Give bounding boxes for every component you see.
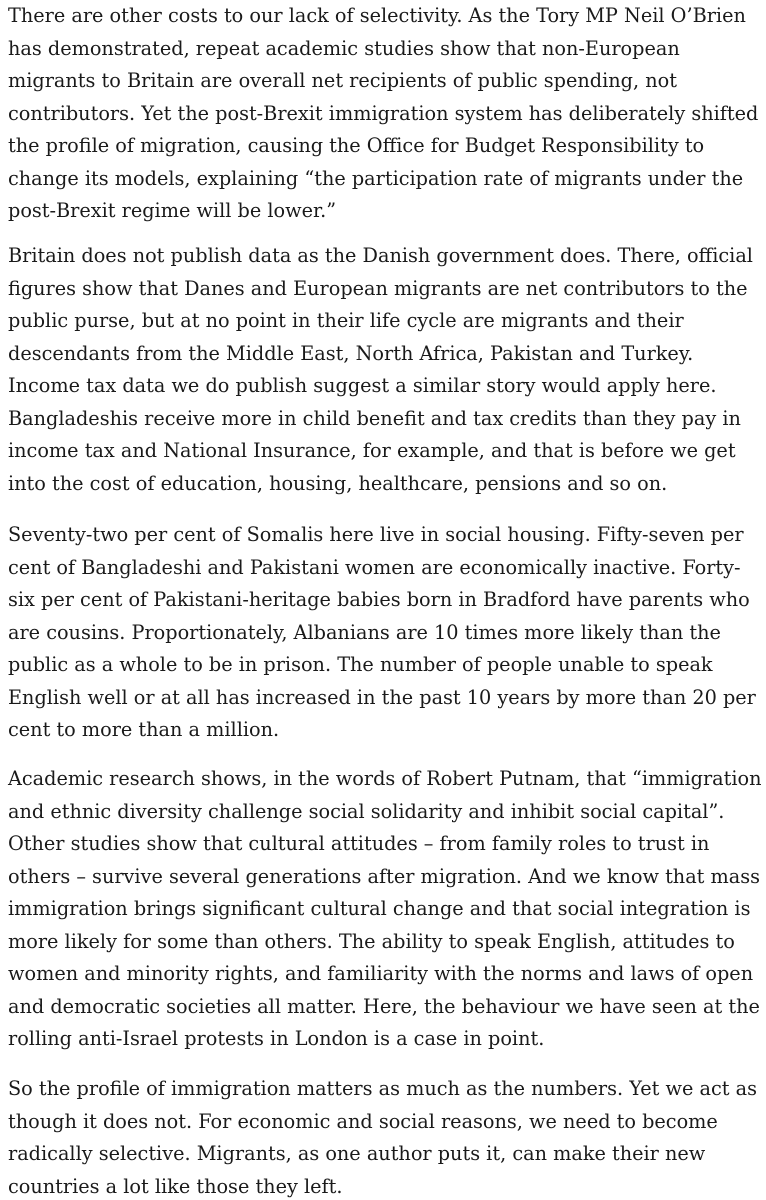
paragraph-line: and democratic societies all matter. Here, the behaviour we have seen at the: [8, 994, 760, 1018]
paragraph-line: cent of Bangladeshi and Pakistani women are economically inactive. Forty-: [8, 555, 741, 579]
paragraph-line: public as a whole to be in prison. The number of people unable to speak: [8, 653, 713, 676]
paragraph-3: [8, 519, 756, 747]
paragraph-line: public purse, but at no point in their life cycle are migrants and their: [8, 309, 684, 332]
paragraph-line: Seventy-two per cent of Somalis here live in social housing. Fifty-seven per: [8, 523, 744, 546]
paragraph-line: post-Brexit regime will be lower.”: [8, 199, 337, 222]
paragraph-line: into the cost of education, housing, healthcare, pensions and so on.: [8, 471, 668, 495]
paragraph-line: and ethnic diversity challenge social solidarity and inhibit social capital”.: [8, 799, 725, 823]
paragraph-line: English well or at all has increased in the past 10 years by more than 20 per: [8, 685, 756, 709]
paragraph-line: migrants to Britain are overall net recipients of public spending, not: [8, 69, 677, 92]
paragraph-5: [8, 1073, 757, 1200]
paragraph-line: cent to more than a million.: [8, 718, 280, 741]
paragraph-line: though it does not. For economic and social reasons, we need to become: [8, 1109, 718, 1133]
paragraph-1: [8, 0, 758, 228]
paragraph-line: Bangladeshis receive more in child benefit and tax credits than they pay in: [8, 406, 741, 430]
paragraph-line: the profile of migration, causing the Office for Budget Responsibility to: [8, 134, 705, 157]
paragraph-4: [8, 763, 762, 1056]
paragraph-line: So the profile of immigration matters as much as the numbers. Yet we act as: [8, 1077, 757, 1100]
paragraph-line: Britain does not publish data as the Danish government does. There, official: [8, 244, 753, 267]
paragraph-2: [8, 240, 753, 500]
paragraph-line: women and minority rights, and familiarity with the norms and laws of open: [8, 962, 754, 985]
paragraph-line: six per cent of Pakistani-heritage babies born in Bradford have parents who: [8, 588, 750, 611]
paragraph-line: countries a lot like those they left.: [8, 1174, 343, 1198]
paragraph-line: contributors. Yet the post-Brexit immigration system has deliberately shifted: [8, 101, 759, 125]
paragraph-line: are cousins. Proportionately, Albanians are 10 times more likely than the: [8, 620, 721, 644]
paragraph-line: descendants from the Middle East, North Africa, Pakistan and Turkey.: [8, 341, 694, 365]
paragraph-line: income tax and National Insurance, for example, and that is before we get: [8, 439, 736, 462]
paragraph-line: figures show that Danes and European migrants are net contributors to the: [8, 276, 748, 300]
paragraph-line: rolling anti-Israel protests in London is a case in point.: [8, 1027, 545, 1050]
paragraph-line: Other studies show that cultural attitudes – from family roles to trust in: [8, 832, 710, 855]
paragraph-line: others – survive several generations after migration. And we know that mass: [8, 864, 761, 888]
paragraph-line: There are other costs to our lack of selectivity. As the Tory MP Neil O’Brien: [8, 4, 746, 27]
paragraph-line: has demonstrated, repeat academic studies show that non-European: [8, 36, 680, 60]
paragraph-line: immigration brings significant cultural change and that social integration is: [8, 897, 751, 920]
paragraph-line: radically selective. Migrants, as one author puts it, can make their new: [8, 1142, 706, 1165]
paragraph-line: Academic research shows, in the words of Robert Putnam, that “immigration: [8, 767, 762, 790]
paragraph-line: Income tax data we do publish suggest a similar story would apply here.: [8, 374, 717, 397]
paragraph-line: change its models, explaining “the participation rate of migrants under the: [8, 166, 744, 190]
paragraph-line: more likely for some than others. The ability to speak English, attitudes to: [8, 929, 735, 953]
